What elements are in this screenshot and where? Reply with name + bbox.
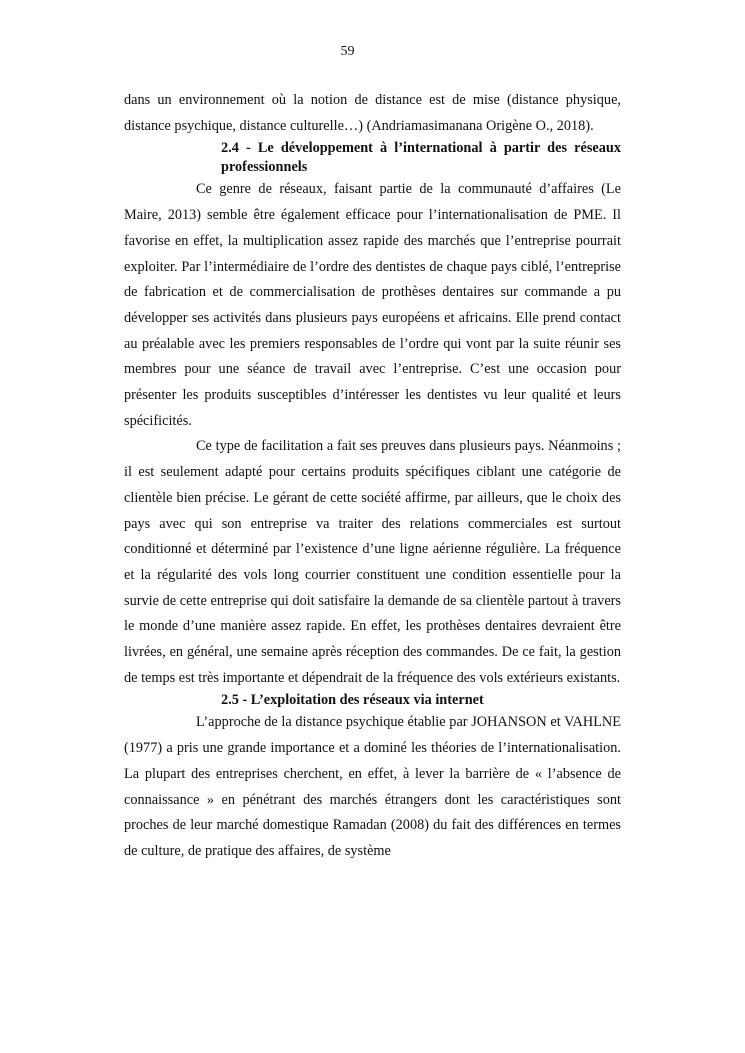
- paragraph-facilitation: Ce type de facilitation a fait ses preuves dans plusieurs pays. Néanmoins ; il est seulement adapté pour certains produits spécifiques ciblant une catégorie de clientèle bien précise. Le gérant de cette société affirme, par ailleurs, que le choix des pays avec qui son entreprise va traiter des relations commerciales est surtout conditionné et déterminé par l’existence d’une ligne aérienne régulière. La fréquence et la régularité des vols long courrier constituent une condition essentielle pour la survie de cette entreprise qui doit satisfaire la demande de sa clientèle partout à travers le monde d’une manière assez rapide. En effet, les prothèses dentaires devraient être livrées, en général, une semaine après réception des commandes. De ce fait, la gestion de temps est très importante et dépendrait de la fréquence des vols extérieurs existants.: [124, 438, 621, 686]
- section-heading-2-5: 2.5 - L’exploitation des réseaux via internet: [221, 692, 484, 709]
- page-number: 59: [340, 44, 355, 59]
- paragraph-intro: dans un environnement où la notion de distance est de mise (distance physique, distance psychique, distance culturelle…) (Andriamasimanana Origène O., 2018).: [124, 92, 621, 134]
- document-body: [124, 88, 621, 865]
- section-heading-2-4: 2.4 - Le développement à l’international à partir des réseaux professionnels: [221, 140, 621, 176]
- paragraph-psychic-distance: L’approche de la distance psychique établie par JOHANSON et VAHLNE (1977) a pris une grande importance et a dominé les théories de l’internationalisation. La plupart des entreprises cherchent, en effet, à lever la barrière de « l’absence de connaissance » en pénétrant des marchés étrangers dont les caractéristiques sont proches de leur marché domestique Ramadan (2008) du fait des différences en termes de culture, de pratique des affaires, de système: [124, 714, 621, 859]
- paragraph-networks: Ce genre de réseaux, faisant partie de la communauté d’affaires (Le Maire, 2013) semble être également efficace pour l’internationalisation de PME. Il favorise en effet, la multiplication assez rapide des marchés que l’entreprise pourrait exploiter. Par l’intermédiaire de l’ordre des dentistes de chaque pays ciblé, l’entreprise de fabrication et de commercialisation de prothèses dentaires sur commande a pu développer ses activités dans plusieurs pays européens et africains. Elle prend contact au préalable avec les premiers responsables de l’ordre qui vont par la suite réunir ses membres pour une séance de travail avec l’entreprise. C’est une occasion pour présenter les produits susceptibles d’intéresser les dentistes vu leur qualité et leurs spécificités.: [124, 181, 621, 429]
